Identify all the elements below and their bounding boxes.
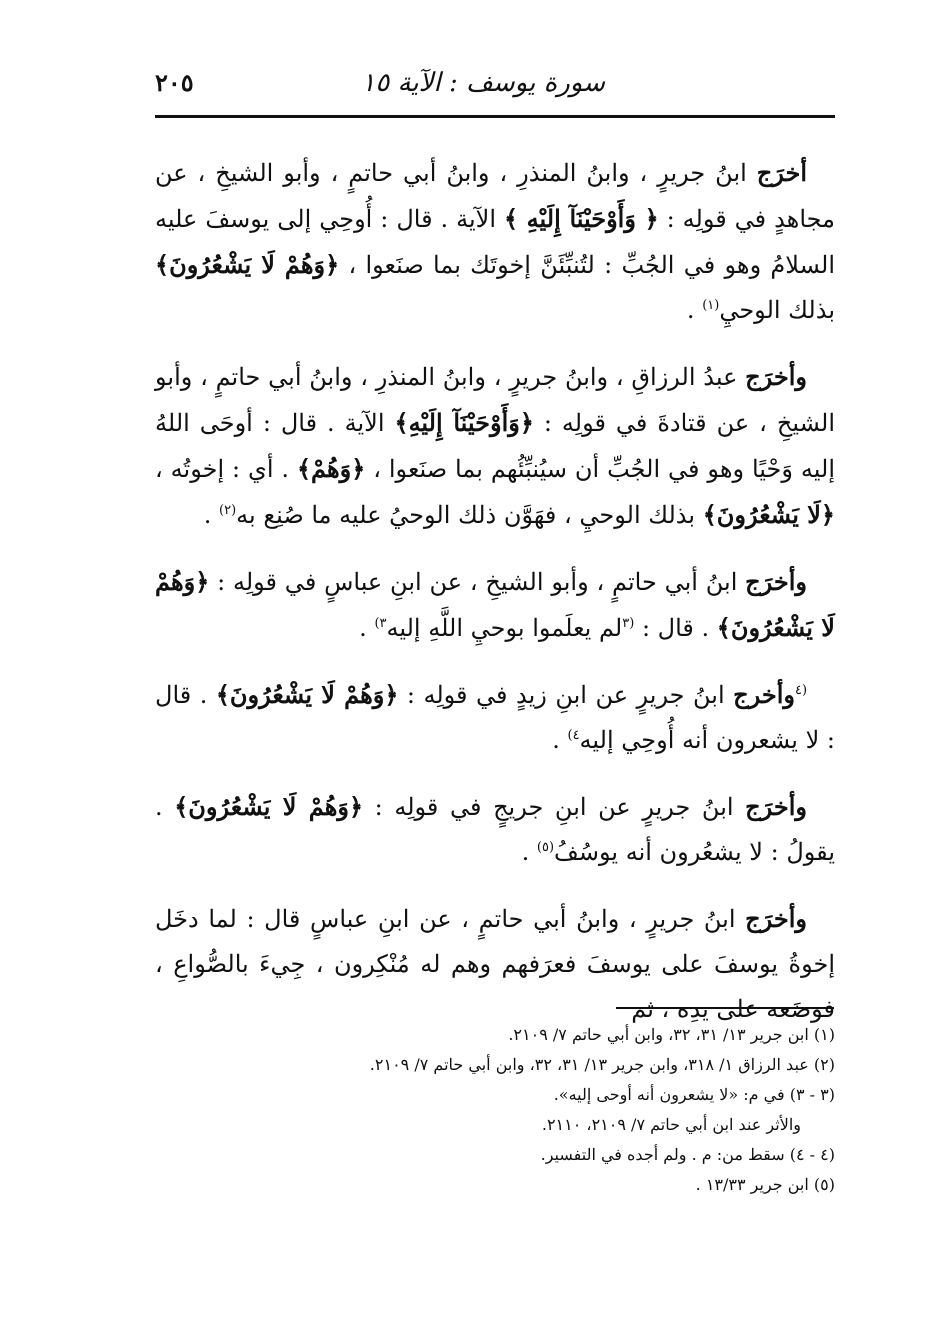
narration-lead: وأخرَج bbox=[745, 792, 807, 821]
text-segment: عبدُ الرزاقِ ، وابنُ جريرٍ ، وابنُ المنذرِ ، وابنُ أبي حاتمٍ ، وأبو الشيخِ ، عن قتادةَ في قولِه : bbox=[155, 363, 835, 437]
narration-lead: أخرَج bbox=[756, 158, 807, 187]
footnote-marker: ٤) bbox=[567, 728, 580, 743]
quran-verse: ﴿وَهُمْ لَا يَشْعُرُونَ﴾ bbox=[155, 250, 340, 279]
page-number: ٢٠٥ bbox=[155, 68, 194, 97]
narration-lead: وأخرج bbox=[733, 680, 795, 709]
paragraph-1 bbox=[155, 150, 835, 333]
main-text bbox=[155, 150, 835, 1053]
footnote-marker: (٣ bbox=[622, 616, 635, 631]
quran-verse: ﴿وَهُمْ لَا يَشْعُرُونَ﴾ bbox=[155, 567, 835, 642]
footnote-marker: (٢) bbox=[219, 503, 237, 518]
text-segment: ابنُ جريرٍ ، وابنُ المنذرِ ، وابنُ أبي حاتمٍ ، وأبو الشيخِ ، عن مجاهدٍ في قولِه : bbox=[155, 159, 836, 233]
narration-lead: وأخرَج bbox=[745, 567, 807, 596]
running-header bbox=[155, 60, 835, 118]
text-segment: . قال : لا يشعرون أنه أُوحِي إليه bbox=[155, 681, 835, 754]
footnote-separator bbox=[616, 1007, 834, 1009]
footnote-marker: (٤ bbox=[794, 683, 808, 698]
footnote-1: (١) ابن جرير ١٣/ ٣١، ٣٢، وابن أبي حاتم ٧/ ٢١٠٩. bbox=[508, 1025, 835, 1044]
text-segment: . أي : إخوتُه ، bbox=[155, 455, 297, 483]
text-segment: ابنُ أبي حاتمٍ ، وأبو الشيخِ ، عن ابنِ عباسٍ في قولِه : bbox=[209, 568, 746, 596]
quran-verse: ﴿ وَأَوْحَيْنَآ إِلَيْهِ ﴾ bbox=[503, 204, 659, 233]
text-segment: الآية . قال : أُوحِي إلى يوسفَ عليه السلامُ وهو في الجُبِّ : لتُنبِّئَنَّ إخوتَك بما صنَعوا ، bbox=[155, 205, 835, 279]
paragraph-6 bbox=[155, 896, 835, 1032]
text-segment: . bbox=[203, 501, 219, 529]
text-segment: . bbox=[359, 614, 375, 642]
footnotes bbox=[155, 1020, 835, 1200]
paragraph-5 bbox=[155, 784, 835, 875]
quran-verse: ﴿وَهُمْ لَا يَشْعُرُونَ﴾ bbox=[174, 792, 364, 821]
text-segment: لم يعلَموا بوحيِ اللَّهِ إليه bbox=[386, 614, 623, 642]
narration-lead: وأخرَج bbox=[745, 904, 807, 933]
quran-verse: ﴿وَأَوْحَيْنَآ إِلَيْهِ﴾ bbox=[394, 408, 534, 437]
header-rule bbox=[155, 115, 835, 118]
text-segment: . bbox=[521, 838, 537, 866]
footnote-marker: (٥) bbox=[536, 840, 555, 855]
text-segment: بذلك الوحيِ ، فهَوَّن ذلك الوحيُ عليه ما صُنِع به bbox=[236, 501, 703, 529]
footnote-4: (٤ - ٤) سقط من: م . ولم أجده في التفسير. bbox=[540, 1145, 835, 1164]
narration-lead: وأخرَج bbox=[745, 362, 807, 391]
footnote-2: (٢) عبد الرزاق ١/ ٣١٨، وابن جرير ١٣/ ٣١، ٣٢، وابن أبي حاتم ٧/ ٢١٠٩. bbox=[369, 1055, 835, 1074]
text-segment: ابنُ جريرٍ عن ابنِ زيدٍ في قولِه : bbox=[398, 681, 734, 709]
paragraph-2 bbox=[155, 354, 835, 538]
quran-verse: ﴿وَهُمْ﴾ bbox=[296, 454, 366, 483]
paragraph-3 bbox=[155, 559, 835, 651]
footnote-3: (٣ - ٣) في م: «لا يشعرون أنه أوحى إليه». bbox=[553, 1085, 835, 1104]
footnote-marker: ٣) bbox=[374, 616, 387, 631]
text-segment: . bbox=[552, 726, 568, 754]
text-segment: . قال : bbox=[634, 614, 717, 642]
paragraph-4 bbox=[155, 672, 835, 763]
text-segment: بذلك الوحيِ bbox=[719, 296, 835, 324]
footnote-3-continuation: والأثر عند ابن أبي حاتم ٧/ ٢١٠٩، ٢١١٠. bbox=[541, 1115, 801, 1134]
quran-verse: ﴿وَهُمْ لَا يَشْعُرُونَ﴾ bbox=[215, 680, 399, 709]
footnote-marker: (١) bbox=[702, 298, 720, 313]
quran-verse: ﴿لَا يَشْعُرُونَ﴾ bbox=[702, 500, 835, 529]
text-segment: . bbox=[686, 296, 703, 324]
text-segment: . يقولُ : لا يشعُرون أنه يوسُفُ bbox=[155, 793, 835, 866]
page-title: سورة يوسف : الآية ١٥ bbox=[361, 68, 605, 98]
text-segment: ابنُ جريرٍ عن ابنِ جريجٍ في قولِه : bbox=[363, 793, 746, 821]
text-segment: ابنُ جريرٍ ، وابنُ أبي حاتمٍ ، عن ابنِ عباسٍ قال : لما دخَل إخوةُ يوسفَ على يوسفَ فعرَفهم وهم له مُنْكِرون ، جِيءَ بالصُّواعِ ، فوضَعه على يدِه ، ثم bbox=[155, 905, 835, 1023]
text-segment: الآية . قال : أوحَى اللهُ إليه وَحْيًا وهو في الجُبِّ أن سيُنبِّئُهم بما صنَعوا ، bbox=[155, 409, 835, 483]
footnote-5: (٥) ابن جرير ١٣/٣٣ . bbox=[695, 1175, 835, 1194]
